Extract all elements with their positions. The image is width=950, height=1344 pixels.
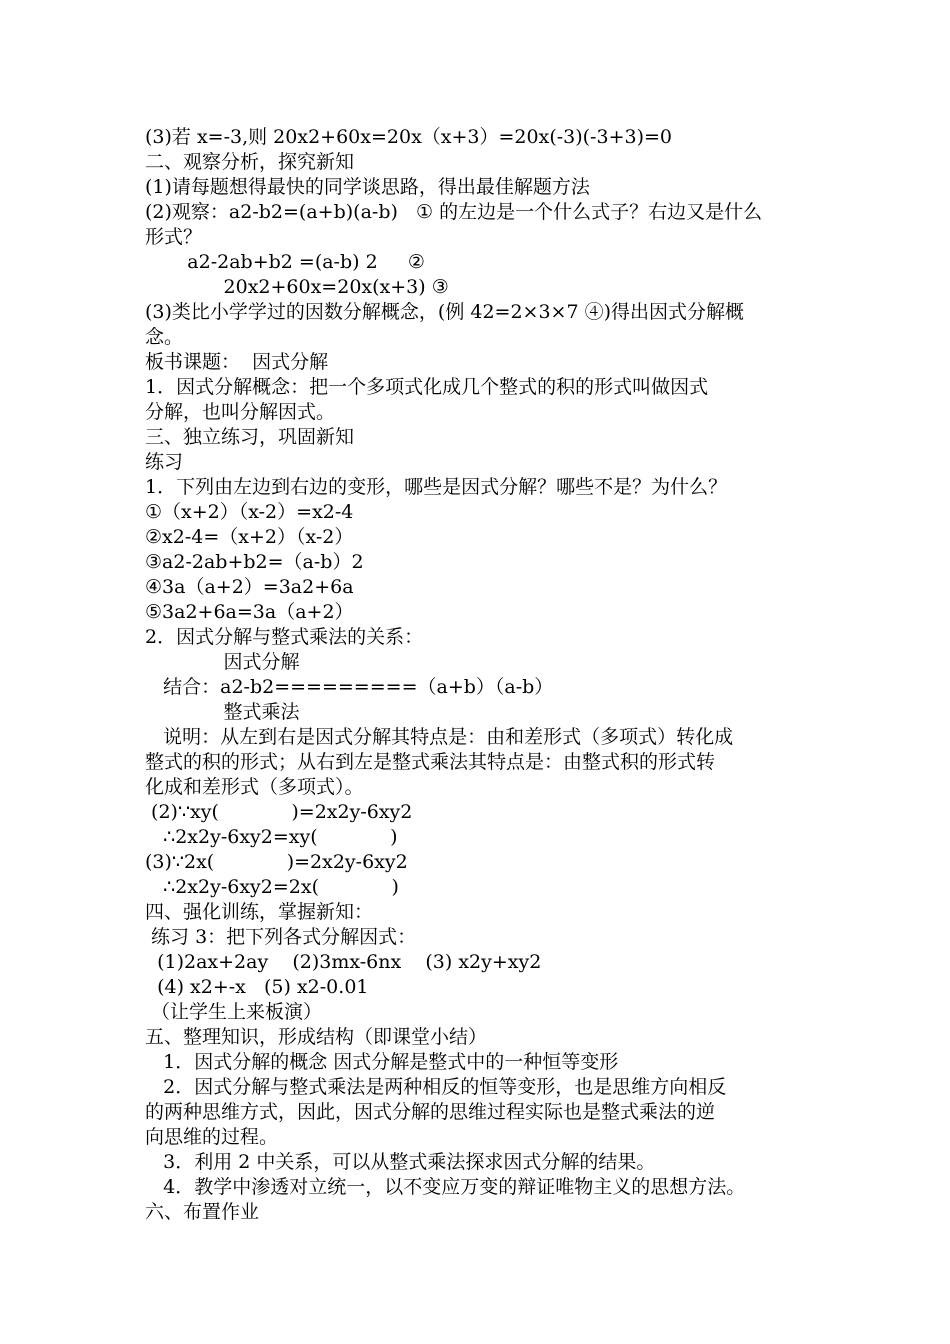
document-page	[145, 125, 825, 1225]
exercise-heading: 练习	[145, 451, 184, 473]
exercise-item: ⑤3a2+6a=3a（a+2）	[145, 601, 354, 623]
fill-blank-line: ∴2x2y-6xy2=2x( )	[145, 876, 399, 898]
exercise-item: ③a2-2ab+b2=（a-b）2	[145, 551, 364, 573]
text-line: (3)类比小学学过的因数分解概念，(例 42=2×3×7 ④)得出因式分解概	[145, 301, 745, 323]
text-line: (2)观察：a2-b2=(a+b)(a-b) ① 的左边是一个什么式子？右边又是什么	[145, 201, 763, 223]
text-line: 念。	[145, 326, 184, 348]
exercise-item: ①（x+2）（x-2）=x2-4	[145, 501, 354, 523]
exercise-item: (1)2ax+2ay (2)3mx-6nx (3) x2y+xy2	[145, 951, 542, 973]
summary-item: 4．教学中渗透对立统一，以不变应万变的辩证唯物主义的思想方法。	[145, 1176, 746, 1198]
relation-label-bottom: 整式乘法	[145, 701, 300, 723]
section-heading: 五、整理知识，形成结构（即课堂小结）	[145, 1026, 488, 1048]
summary-item: 向思维的过程。	[145, 1126, 279, 1148]
section-heading: 四、强化训练，掌握新知：	[145, 901, 374, 923]
text-line: (3)若 x=-3,则 20x2+60x=20x（x+3）=20x(-3)(-3+3)=0	[145, 126, 672, 148]
formula-line: a2-2ab+b2 =(a-b) 2 ②	[145, 251, 425, 273]
definition-line: 1．因式分解概念：把一个多项式化成几个整式的积的形式叫做因式	[145, 376, 709, 398]
exercise-item: ②x2-4=（x+2）（x-2）	[145, 526, 354, 548]
summary-item: 2．因式分解与整式乘法是两种相反的恒等变形，也是思维方向相反	[145, 1076, 727, 1098]
fill-blank-line: ∴2x2y-6xy2=xy( )	[145, 826, 398, 848]
fill-blank-line: (3)∵2x( )=2x2y-6xy2	[145, 851, 408, 873]
section-heading: 三、独立练习，巩固新知	[145, 426, 355, 448]
section-heading: 六、布置作业	[145, 1201, 260, 1223]
explanation-line: 化成和差形式（多项式）。	[145, 776, 364, 798]
relation-label-top: 因式分解	[145, 651, 300, 673]
explanation-line: 整式的积的形式；从右到左是整式乘法其特点是：由整式积的形式转	[145, 751, 716, 773]
section-heading: 二、观察分析，探究新知	[145, 151, 355, 173]
relation-formula: 结合：a2-b2=========（a+b）（a-b）	[145, 676, 554, 698]
question-line: 2．因式分解与整式乘法的关系：	[145, 626, 424, 648]
exercise-item: ④3a（a+2）=3a2+6a	[145, 576, 354, 598]
exercise-item: (4) x2+-x (5) x2-0.01	[145, 976, 369, 998]
fill-blank-line: (2)∵xy( )=2x2y-6xy2	[145, 801, 413, 823]
exercise-heading: 练习 3：把下列各式分解因式：	[145, 926, 417, 948]
explanation-line: 说明：从左到右是因式分解其特点是：由和差形式（多项式）转化成	[145, 726, 734, 748]
question-line: 1．下列由左边到右边的变形，哪些是因式分解？哪些不是？为什么？	[145, 476, 728, 498]
formula-line: 20x2+60x=20x(x+3) ③	[145, 276, 449, 298]
text-line: 形式？	[145, 226, 203, 248]
summary-item: 3．利用 2 中关系，可以从整式乘法探求因式分解的结果。	[145, 1151, 656, 1173]
text-line: (1)请每题想得最快的同学谈思路，得出最佳解题方法	[145, 176, 590, 198]
summary-item: 1．因式分解的概念 因式分解是整式中的一种恒等变形	[145, 1051, 619, 1073]
definition-line: 分解，也叫分解因式。	[145, 401, 336, 423]
summary-item: 的两种思维方式，因此，因式分解的思维过程实际也是整式乘法的逆	[145, 1101, 716, 1123]
note-line: （让学生上来板演）	[145, 1001, 323, 1023]
board-title: 板书课题： 因式分解	[145, 351, 329, 373]
